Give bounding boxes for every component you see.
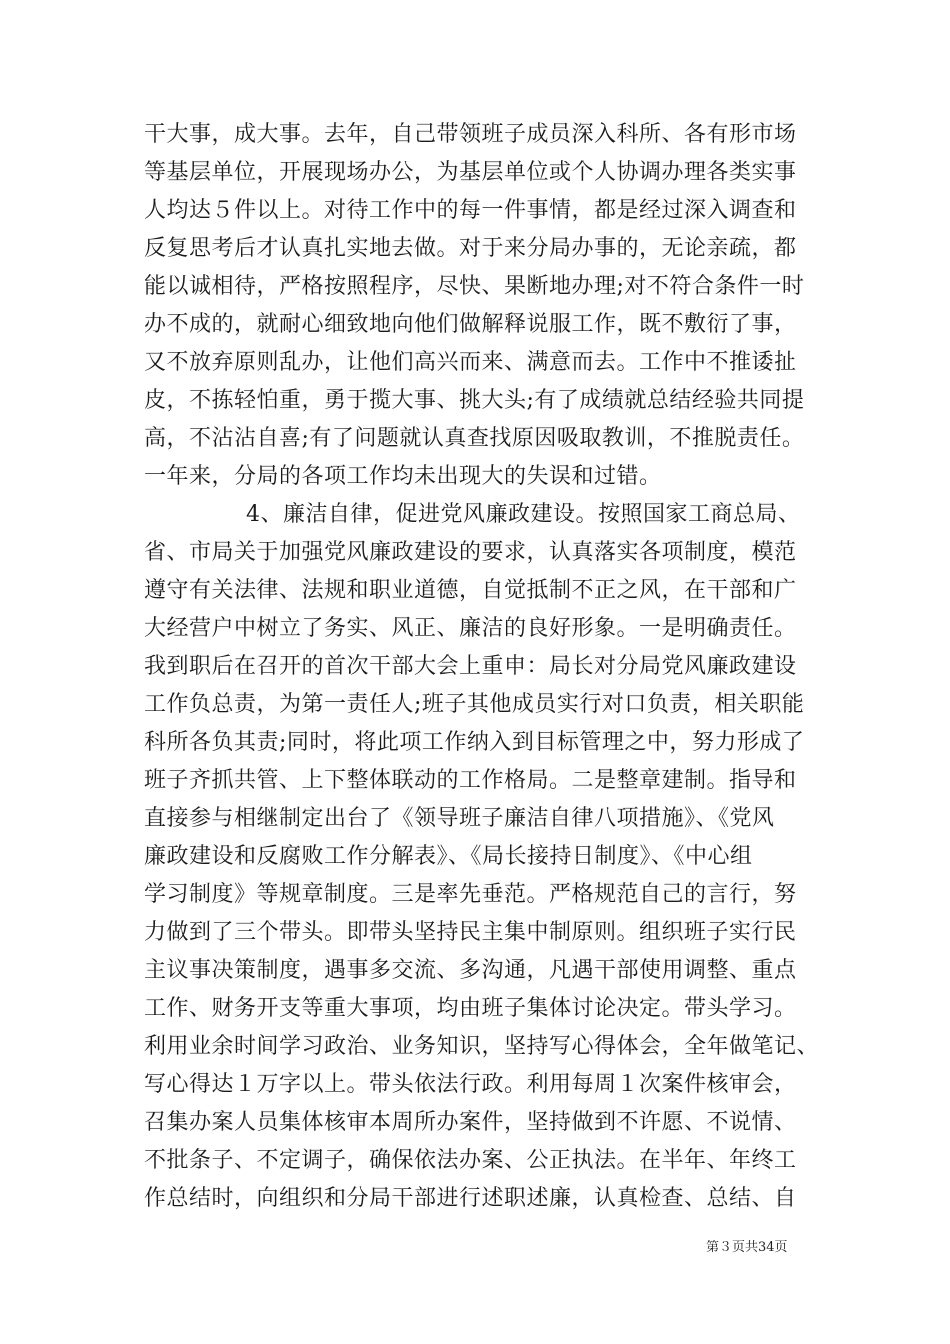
body-text-line: 主议事决策制度，遇事多交流、多沟通，凡遇干部使用调整、重点 bbox=[144, 958, 797, 983]
body-text-line: 能以诚相待，严格按照程序，尽快、果断地办理;对不符合条件一时 bbox=[144, 274, 805, 299]
body-text-line: 班子齐抓共管、上下整体联动的工作格局。二是整章建制。指导和 bbox=[144, 768, 797, 793]
body-text-line: 学习制度》等规章制度。三是率先垂范。严格规范自己的言行，努 bbox=[144, 882, 797, 907]
body-text-line: 工作负总责，为第一责任人;班子其他成员实行对口负责，相关职能 bbox=[144, 692, 805, 717]
body-text-line: 直接参与相继制定出台了《领导班子廉洁自律八项措施》、《党风 bbox=[144, 806, 775, 831]
body-text-line: 廉政建设和反腐败工作分解表》、《局长接持日制度》、《中心组 bbox=[144, 844, 753, 869]
body-text-line: 人均达５件以上。对待工作中的每一件事情，都是经过深入调查和 bbox=[144, 198, 797, 223]
body-text-line: 我到职后在召开的首次干部大会上重申：局长对分局党风廉政建设 bbox=[144, 654, 797, 679]
body-text-line: 科所各负其责;同时，将此项工作纳入到目标管理之中，努力形成了 bbox=[144, 730, 805, 755]
body-text-line: 不批条子、不定调子，确保依法办案、公正执法。在半年、年终工 bbox=[144, 1148, 797, 1173]
body-text-line: 写心得达１万字以上。带头依法行政。利用每周１次案件核审会， bbox=[144, 1072, 797, 1097]
body-text-line: 干大事，成大事。去年，自己带领班子成员深入科所、各有形市场 bbox=[144, 122, 797, 147]
body-text-line: 遵守有关法律、法规和职业道德，自觉抵制不正之风，在干部和广 bbox=[144, 578, 797, 603]
body-text-line: 力做到了三个带头。即带头坚持民主集中制原则。组织班子实行民 bbox=[144, 920, 797, 945]
page-number-footer: 第３页共34页 bbox=[706, 1240, 788, 1255]
body-text-line: 高，不沾沾自喜;有了问题就认真查找原因吸取教训，不推脱责任。 bbox=[144, 426, 805, 451]
body-text-line: 反复思考后才认真扎实地去做。对于来分局办事的，无论亲疏，都 bbox=[144, 236, 797, 261]
body-text-line: 召集办案人员集体核审本周所办案件，坚持做到不许愿、不说情、 bbox=[144, 1110, 797, 1135]
body-text-line: 利用业余时间学习政治、业务知识，坚持写心得体会，全年做笔记、 bbox=[144, 1034, 820, 1059]
body-text-line: 大经营户中树立了务实、风正、廉洁的良好形象。一是明确责任。 bbox=[144, 616, 797, 641]
body-text-line: 一年来，分局的各项工作均未出现大的失误和过错。 bbox=[144, 464, 662, 489]
body-text-line: 办不成的，就耐心细致地向他们做解释说服工作，既不敷衍了事， bbox=[144, 312, 797, 337]
body-text-line: 又不放弃原则乱办，让他们高兴而来、满意而去。工作中不推诿扯 bbox=[144, 350, 797, 375]
section-heading-line: 4、廉洁自律，促进党风廉政建设。按照国家工商总局、 bbox=[246, 502, 801, 527]
body-text-line: 皮，不拣轻怕重，勇于揽大事、挑大头;有了成绩就总结经验共同提 bbox=[144, 388, 805, 413]
body-text-line: 工作、财务开支等重大事项，均由班子集体讨论决定。带头学习。 bbox=[144, 996, 797, 1021]
body-text-line: 等基层单位，开展现场办公，为基层单位或个人协调办理各类实事 bbox=[144, 160, 797, 185]
body-text-line: 省、市局关于加强党风廉政建设的要求，认真落实各项制度，模范 bbox=[144, 540, 797, 565]
body-text-line: 作总结时，向组织和分局干部进行述职述廉，认真检查、总结、自 bbox=[144, 1186, 797, 1211]
